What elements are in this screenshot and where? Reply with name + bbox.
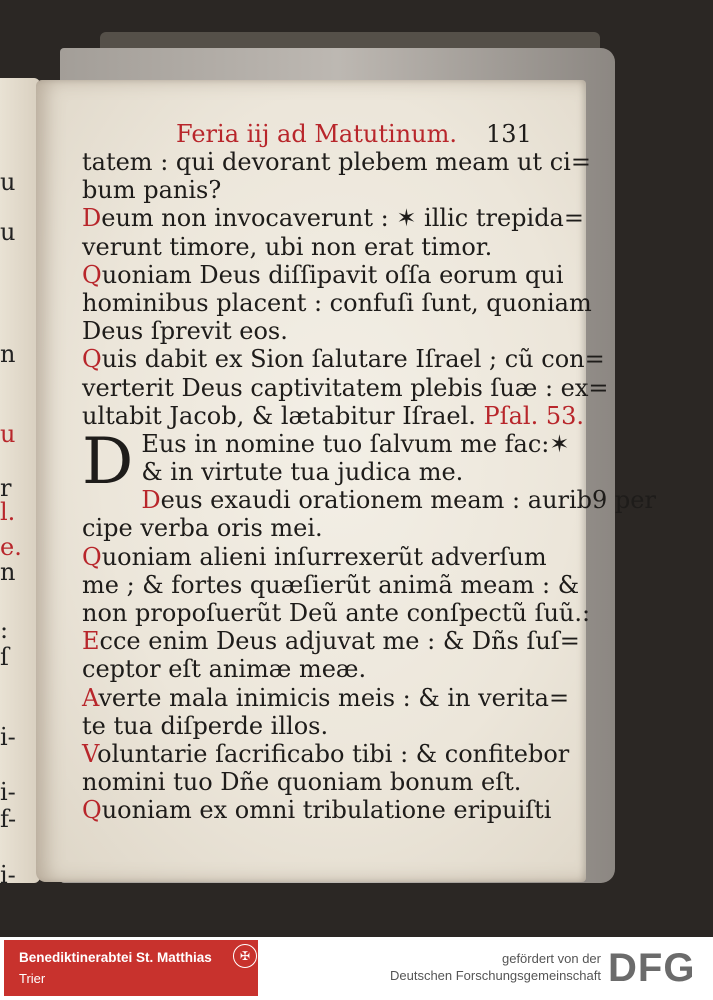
verse-group-1 — [82, 148, 609, 430]
margin-char: r — [0, 474, 12, 502]
line-text: ceptor eſt animæ meæ. — [82, 655, 367, 684]
margin-char: i- — [0, 861, 16, 889]
text-line — [82, 148, 591, 176]
line-text: eus exaudi orationem meam : aurib9 per — [160, 486, 656, 515]
margin-char: u — [0, 218, 16, 246]
rubric-initial: D — [82, 204, 102, 233]
line-text: hominibus placent : confuſi ſunt, quoniam — [82, 288, 592, 317]
text-line — [82, 373, 609, 402]
rubric-initial: A — [82, 683, 99, 712]
text-line — [82, 204, 584, 233]
margin-char: l. — [0, 498, 16, 526]
line-text: uis dabit ex Sion ſalutare Iſrael ; cũ con= — [101, 345, 605, 374]
margin-char: f- — [0, 805, 17, 833]
funding-line-1: gefördert von der — [501, 951, 601, 966]
text-line — [82, 233, 522, 261]
line-text: cipe verba oris mei. — [82, 514, 323, 543]
text-line — [82, 260, 564, 289]
line-text: me ; & fortes quæſierũt animã meam : & — [82, 570, 580, 599]
rubric-initial: V — [82, 739, 98, 768]
abbey-emblem-icon: ✠ — [233, 944, 257, 968]
margin-char: n — [0, 340, 16, 368]
rubric-initial: Q — [82, 345, 102, 374]
text-line: & in virtute tua judica me. — [141, 458, 464, 487]
verse-group-2 — [82, 486, 656, 825]
line-text: te tua diſperde illos. — [82, 711, 329, 740]
text-line — [82, 176, 522, 204]
text-line — [82, 796, 552, 825]
running-header: Feria iij ad Matutinum. — [176, 120, 457, 148]
text-line — [82, 599, 591, 627]
line-text: verunt timore, ubi non erat timor. — [82, 232, 493, 261]
margin-char: u — [0, 168, 16, 196]
left-page-edge — [0, 78, 40, 889]
line-text: tatem : qui devorant plebem meam ut ci= — [82, 148, 591, 176]
institution-city: Trier — [19, 971, 46, 986]
funding-line-2: Deutschen Forschungsgemeinschaft — [389, 968, 601, 983]
text-line — [82, 345, 605, 374]
text-line: Eus in nomine tuo ſalvum me fac:✶ — [141, 429, 570, 458]
margin-char: i- — [0, 723, 16, 751]
line-text: ultabit Jacob, & lætabitur Iſrael. — [82, 401, 484, 430]
rubric-initial: E — [82, 627, 100, 656]
line-text: uoniam Deus diſſipavit oſſa eorum qui — [101, 260, 564, 289]
folio-number: 131 — [486, 120, 532, 148]
footer-bar — [0, 937, 713, 1000]
text-line — [82, 570, 580, 599]
text-line — [82, 768, 522, 796]
rubric-initial: D — [141, 486, 161, 515]
text-line — [82, 655, 522, 683]
line-text: nomini tuo Dñe quoniam bonum eſt. — [82, 768, 522, 797]
line-text: cce enim Deus adjuvat me : & Dñs ſuſ= — [99, 627, 580, 656]
line-text: uoniam alieni inſurrexerũt adverſum — [101, 542, 547, 571]
text-line — [82, 627, 580, 656]
dfg-logo[interactable]: DFG — [608, 946, 696, 990]
margin-char: i- — [0, 778, 16, 806]
rubric-initial: Q — [82, 796, 102, 825]
rubric-initial: Q — [82, 542, 102, 571]
text-line — [82, 401, 584, 430]
drop-cap-verse — [82, 424, 570, 499]
institution-name: Benediktinerabtei St. Matthias — [19, 950, 212, 965]
margin-char: ſ — [0, 643, 9, 671]
margin-char: n — [0, 558, 16, 586]
text-line — [82, 739, 570, 768]
text-block — [82, 148, 656, 825]
text-line — [82, 683, 570, 712]
line-text: Deus ſprevit eos. — [82, 317, 288, 346]
text-line — [82, 542, 547, 571]
line-text: oluntarie ſacrificabo tibi : & confitebor — [97, 739, 570, 768]
psalm-reference: Pſal. 53. — [483, 401, 584, 430]
line-text: verterit Deus captivitatem plebis ſuæ : ex= — [82, 373, 609, 402]
line-text: eum non invocaverunt : ✶ illic trepida= — [101, 204, 584, 233]
line-text: verte mala inimicis meis : & in verita= — [98, 683, 570, 712]
line-text: non propoſuerũt Deũ ante conſpectũ ſuũ.: — [82, 599, 591, 627]
text-line — [82, 486, 656, 515]
margin-char: u — [0, 420, 16, 448]
text-line — [82, 712, 522, 740]
text-line — [82, 514, 522, 542]
margin-char: e. — [0, 533, 22, 561]
institution-logo[interactable] — [4, 940, 258, 996]
rubric-initial: Q — [82, 260, 102, 289]
line-text: uoniam ex omni tribulatione eripuiſti — [101, 796, 552, 825]
margin-char: : — [0, 616, 9, 644]
drop-cap: D — [82, 424, 134, 499]
text-line — [82, 288, 592, 317]
line-text: bum panis? — [82, 176, 222, 205]
text-line — [82, 317, 522, 345]
